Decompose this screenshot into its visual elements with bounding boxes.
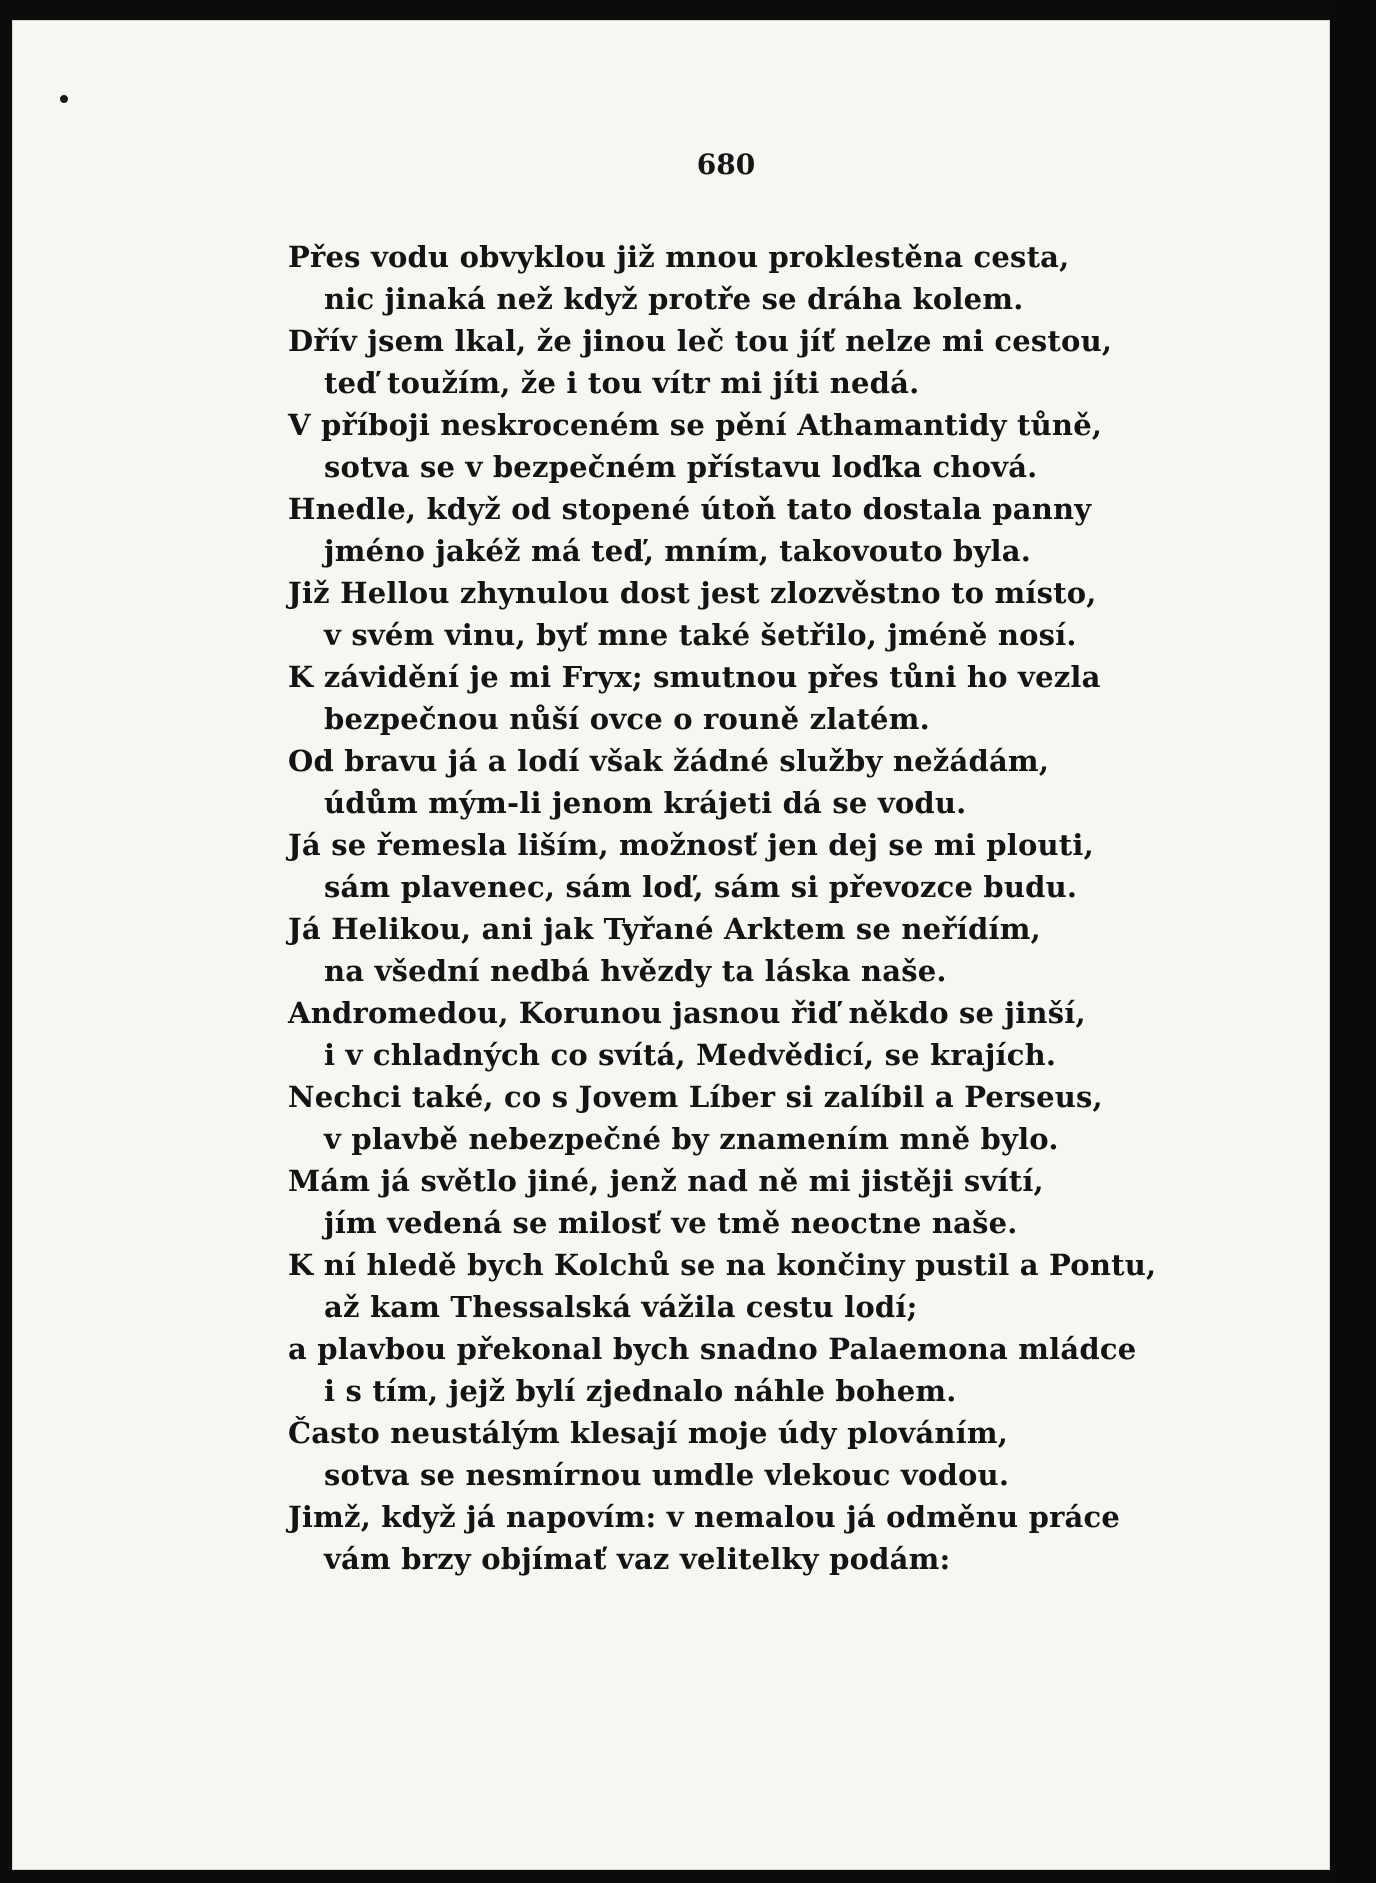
- poem-line: nic jinaká než když protře se dráha kolem.: [324, 282, 1024, 316]
- poem-line: bezpečnou nůší ovce o rouně zlatém.: [324, 702, 930, 736]
- poem-line: a plavbou překonal bych snadno Palaemona mládce: [288, 1332, 1137, 1366]
- ink-speck: [60, 95, 68, 103]
- poem-line: sám plavenec, sám loď, sám si převozce budu.: [324, 870, 1078, 904]
- poem-line: Často neustálým klesají moje údy plováním,: [288, 1416, 1009, 1450]
- poem-line: Nechci také, co s Jovem Líber si zalíbil a Perseus,: [288, 1080, 1103, 1114]
- poem-line: i v chladných co svítá, Medvědicí, se krajích.: [324, 1038, 1057, 1072]
- poem-line: Já se řemesla liším, možnosť jen dej se mi plouti,: [288, 828, 1094, 862]
- poem-line: sotva se v bezpečném přístavu loďka chová.: [324, 450, 1038, 484]
- poem-line: V příboji neskroceném se pění Athamantidy tůně,: [288, 408, 1103, 442]
- poem-line: v svém vinu, byť mne také šetřilo, jméně nosí.: [324, 618, 1077, 652]
- poem-line: v plavbě nebezpečné by znamením mně bylo.: [324, 1122, 1059, 1156]
- poem-line: Od bravu já a lodí však žádné služby nežádám,: [288, 744, 1050, 778]
- poem-line: na všední nedbá hvězdy ta láska naše.: [324, 954, 947, 988]
- poem-line: sotva se nesmírnou umdle vlekouc vodou.: [324, 1458, 1010, 1492]
- poem-line: Jimž, když já napovím: v nemalou já odměnu práce: [288, 1500, 1121, 1534]
- poem-line: až kam Thessalská vážila cestu lodí;: [324, 1290, 918, 1324]
- poem-line: Dřív jsem lkal, že jinou leč tou jíť nelze mi cestou,: [288, 324, 1113, 358]
- poem-line: Hnedle, když od stopené útoň tato dostala panny: [288, 492, 1092, 526]
- scan-edge: [1330, 0, 1376, 1883]
- poem-line: jméno jakéž má teď, mním, takovouto byla.: [324, 534, 1032, 568]
- poem-line: Andromedou, Korunou jasnou řiď někdo se jinší,: [288, 996, 1086, 1030]
- poem-line: Již Hellou zhynulou dost jest zlozvěstno to místo,: [288, 576, 1097, 610]
- poem-line: vám brzy objímať vaz velitelky podám:: [324, 1542, 951, 1576]
- page-number: 680: [696, 148, 756, 181]
- poem-line: Mám já světlo jiné, jenž nad ně mi jistěji svítí,: [288, 1164, 1044, 1198]
- poem-line: i s tím, jejž bylí zjednalo náhle bohem.: [324, 1374, 957, 1408]
- poem-text: [288, 236, 1188, 1580]
- poem-line: K závidění je mi Fryx; smutnou přes tůni ho vezla: [288, 660, 1101, 694]
- poem-line: jím vedená se milosť ve tmě neoctne naše.: [324, 1206, 1018, 1240]
- poem-line: údům mým-li jenom krájeti dá se vodu.: [324, 786, 967, 820]
- poem-line: K ní hledě bych Kolchů se na končiny pustil a Pontu,: [288, 1248, 1157, 1282]
- poem-line: teď toužím, že i tou vítr mi jíti nedá.: [324, 366, 920, 400]
- poem-line: Já Helikou, ani jak Tyřané Arktem se neřídím,: [288, 912, 1041, 946]
- poem-line: Přes vodu obvyklou již mnou proklestěna cesta,: [288, 240, 1070, 274]
